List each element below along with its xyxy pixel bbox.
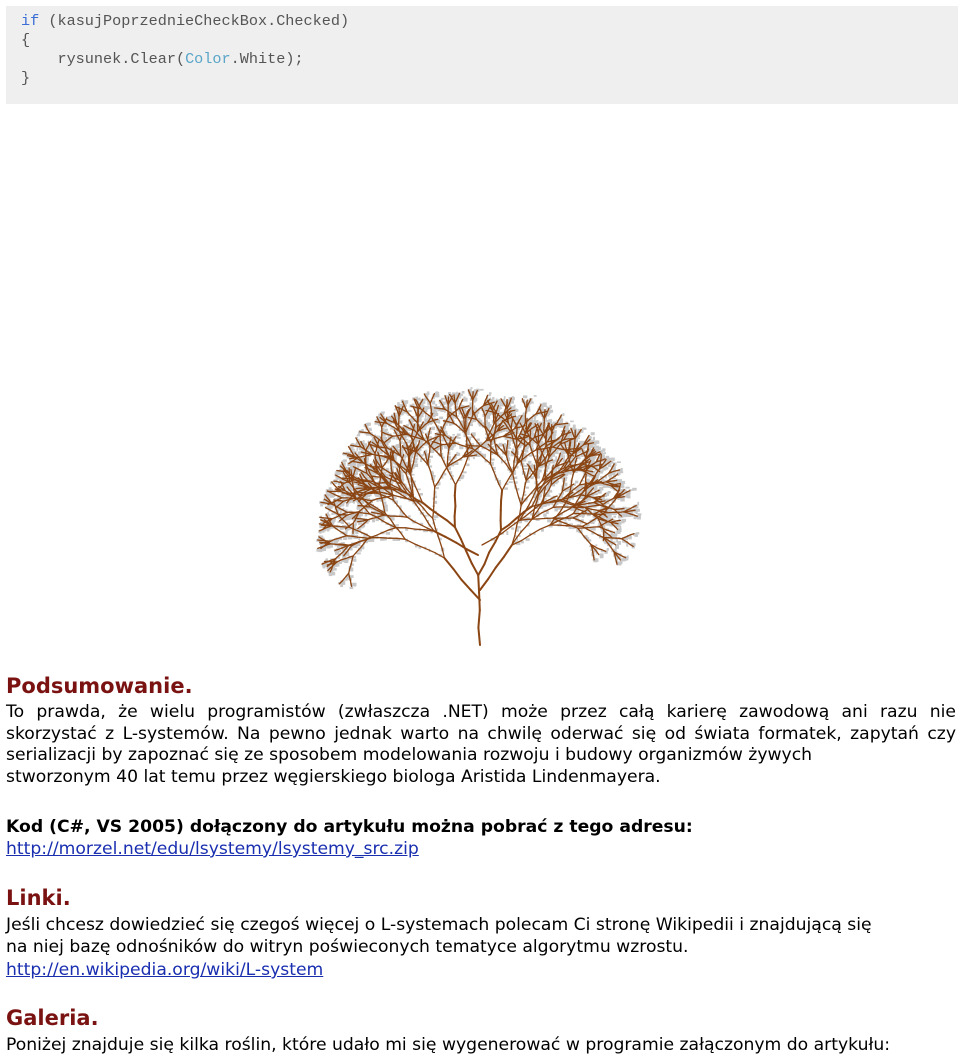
code-keyword-if: if	[21, 12, 40, 30]
download-link[interactable]: http://morzel.net/edu/lsystemy/lsystemy_src.zip	[6, 839, 419, 859]
summary-paragraph	[6, 702, 956, 788]
summary-paragraph-last: stworzonym 40 lat temu przez węgierskiego biologa Aristida Lindenmayera.	[6, 766, 661, 787]
code-line-close-brace: }	[21, 69, 31, 87]
summary-heading: Podsumowanie.	[6, 674, 193, 698]
code-stmt-pre: rysunek.Clear(	[21, 50, 186, 68]
code-condition: (kasujPoprzednieCheckBox.Checked)	[39, 12, 350, 30]
links-heading: Linki.	[6, 886, 71, 910]
download-label: Kod (C#, VS 2005) dołączony do artykułu można pobrać z tego adresu:	[6, 817, 693, 837]
code-line-if	[21, 12, 349, 31]
code-class-color: Color	[185, 50, 231, 68]
code-line-open-brace: {	[21, 31, 31, 49]
l-system-plant-image	[262, 150, 682, 650]
gallery-intro: Poniżej znajduje się kilka roślin, które udało mi się wygenerować w programie załączonym do artykułu:	[6, 1035, 891, 1055]
gallery-heading: Galeria.	[6, 1006, 99, 1030]
links-paragraph	[6, 915, 956, 958]
links-paragraph-last: na niej bazę odnośników do witryn poświeconych tematyce algorytmu wzrostu.	[6, 936, 689, 957]
links-paragraph-main: Jeśli chcesz dowiedzieć się czegoś więcej o L-systemach polecam Ci stronę Wikipedii i znajdującą się	[6, 915, 872, 935]
code-stmt-post: .White);	[230, 50, 304, 68]
code-line-statement	[21, 50, 304, 69]
wikipedia-link[interactable]: http://en.wikipedia.org/wiki/L-system	[6, 960, 324, 980]
code-snippet	[6, 6, 958, 104]
summary-paragraph-main: To prawda, że wielu programistów (zwłaszcza .NET) może przez całą karierę zawodową ani razu nie skorzystać z L-systemów. Na pewno jednak warto na chwilę oderwać się od świata formatek, zapytań czy serializacji by zapoznać się ze sposobem modelowania rozwoju i budowy organizmów żywych	[6, 702, 956, 765]
